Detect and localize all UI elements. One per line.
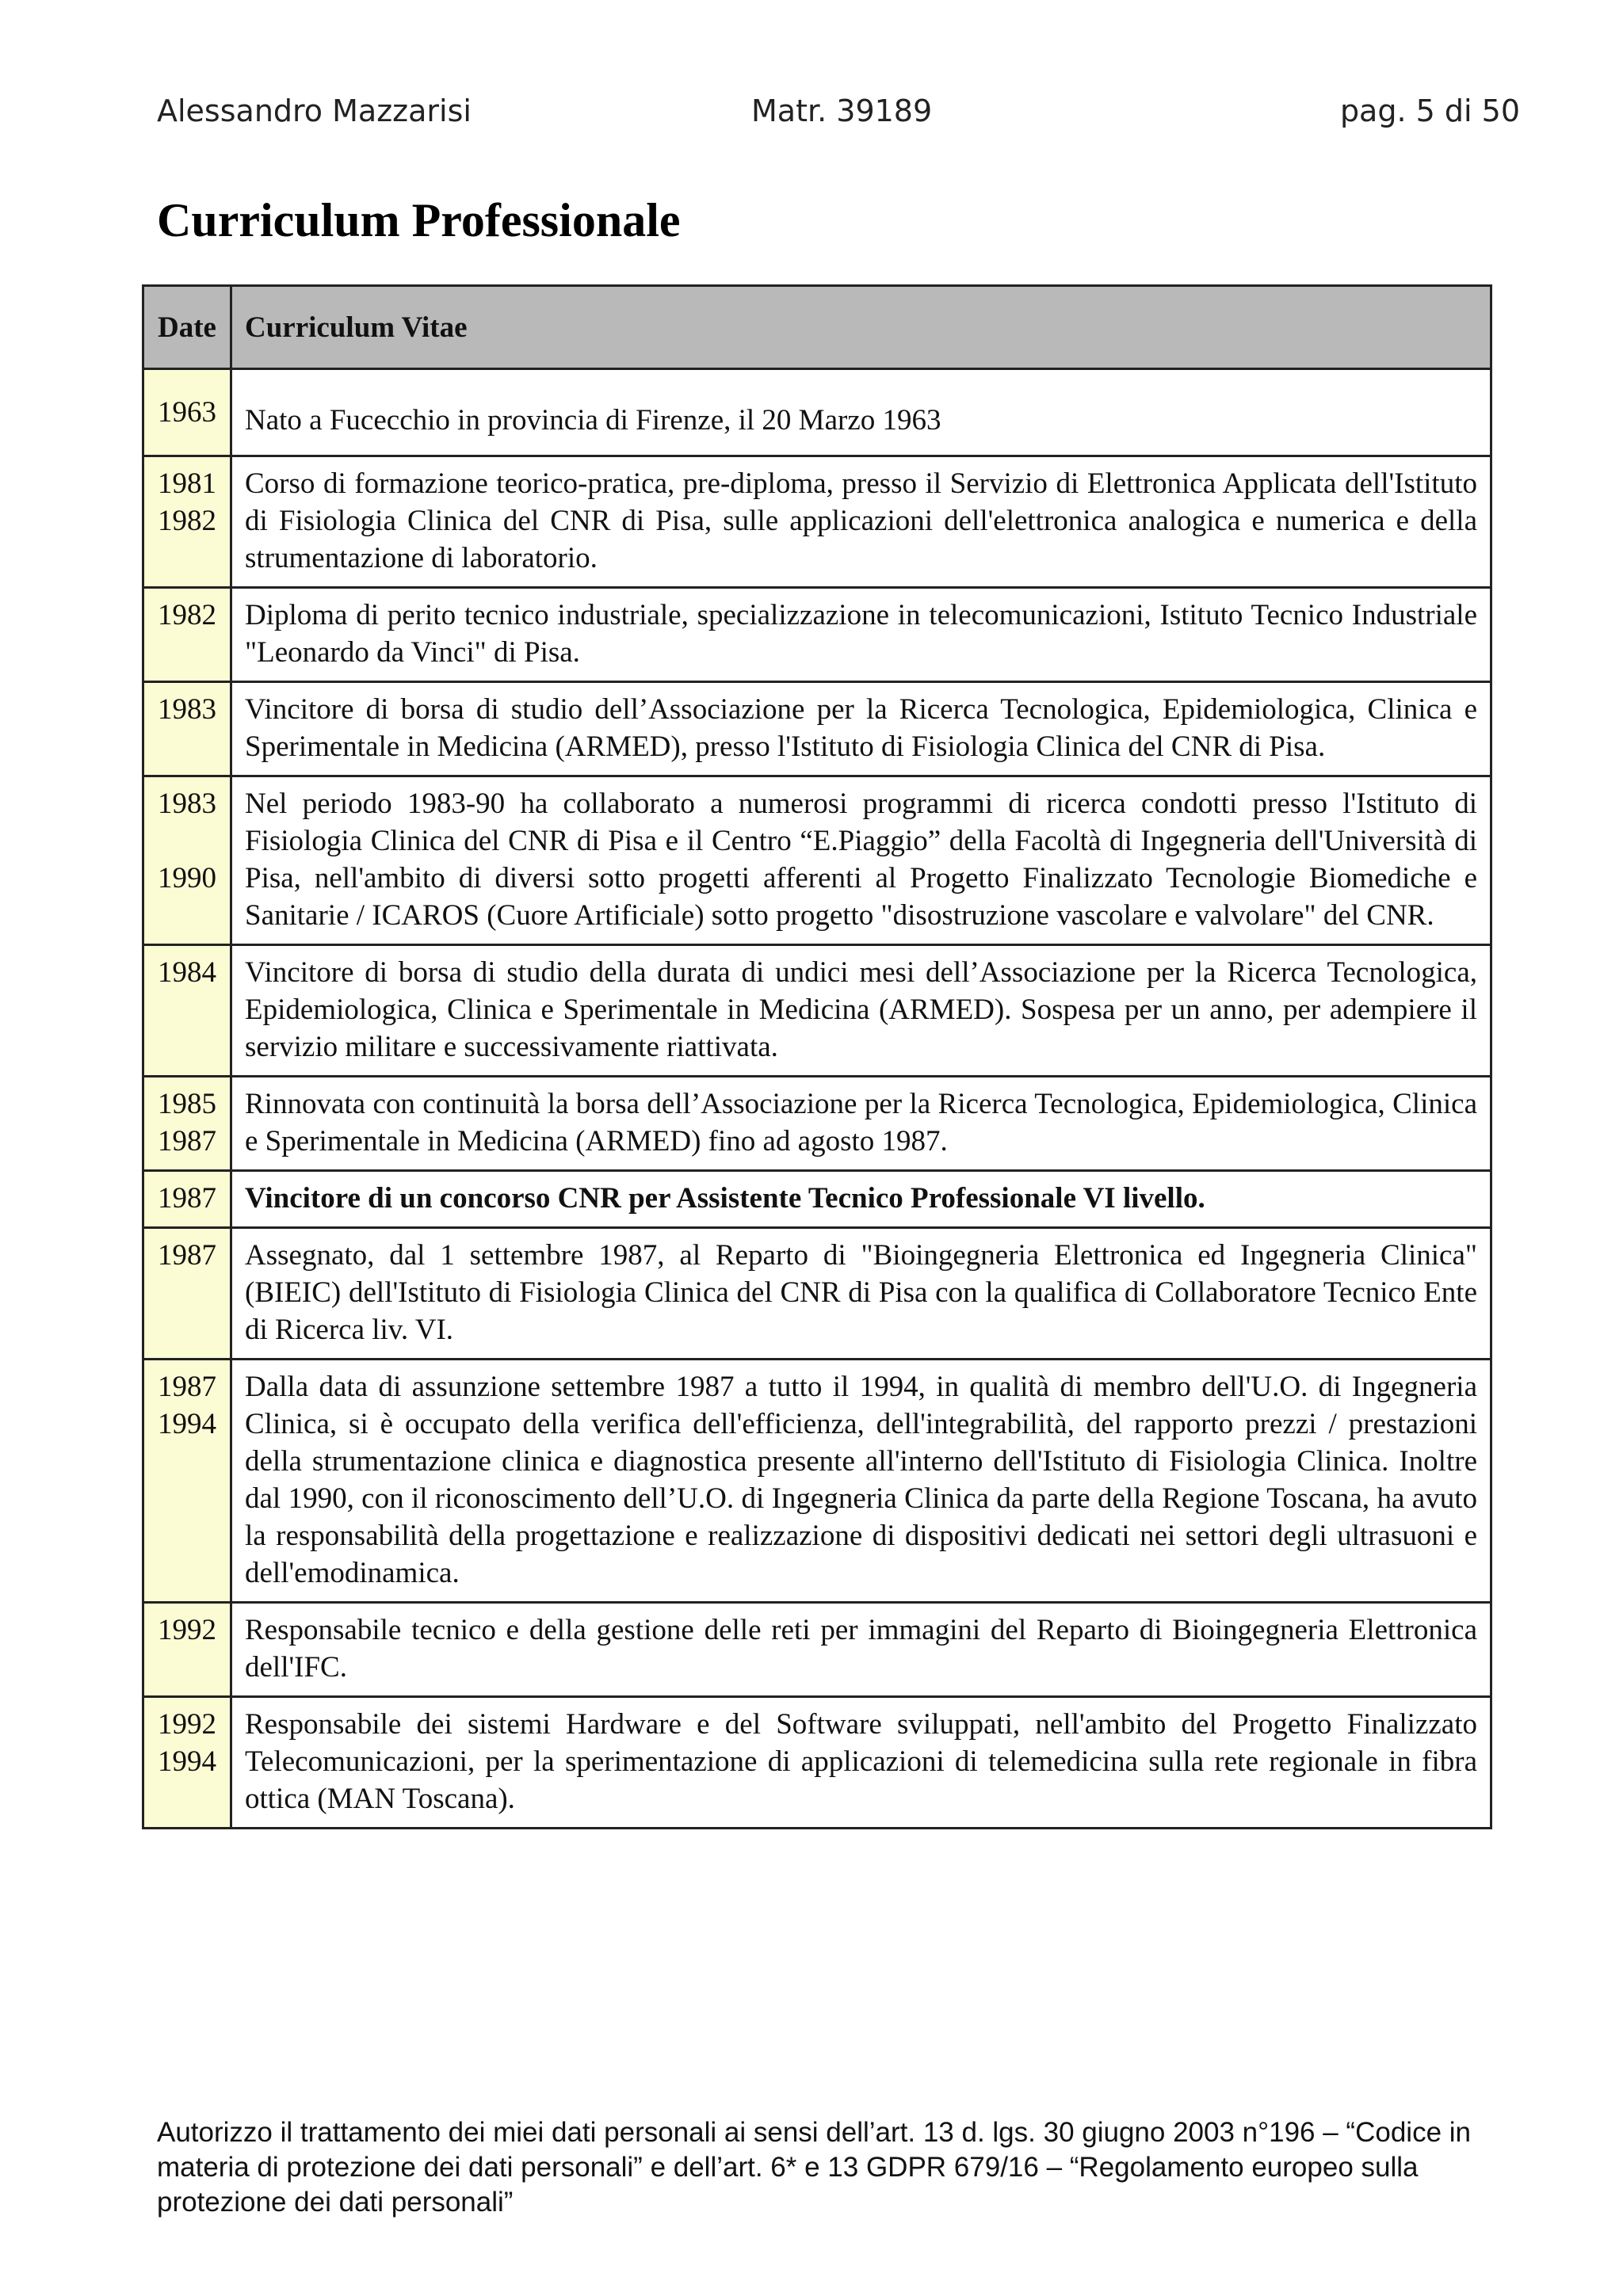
row-date-cell [143, 588, 231, 682]
privacy-footer: Autorizzo il trattamento dei miei dati personali ai sensi dell’art. 13 d. lgs. 30 giugno 2003 n°196 – “Codice in materia di protezione dei dati personali” e dell’art. 6* e 13 GDPR 679/16 – “Regolamento europeo sulla protezione dei dati personali” [157, 2117, 1472, 2218]
table-row [143, 1171, 1491, 1228]
row-date: 1987 [158, 1371, 216, 1403]
table-row [143, 1360, 1491, 1603]
row-description: Nato a Fucecchio in provincia di Firenze, il 20 Marzo 1963 [231, 369, 1491, 456]
row-description: Dalla data di assunzione settembre 1987 a tutto il 1994, in qualità di membro dell'U.O. di Ingegneria Clinica, si è occupato della verifica dell'efficienza, dell'integrabilità, del rapporto prezzi / prestazioni della strumentazione clinica e diagnostica presente all'interno dell'Istituto di Fisiologia Clinica. Inoltre dal 1990, con il riconoscimento dell’U.O. di Ingegneria Clinica da parte della Regione Toscana, ha avuto la responsabilità della progettazione e realizzazione di dispositivi dedicati nei settori degli ultrasuoni e dell'emodinamica. [231, 1360, 1491, 1603]
table-row [143, 1228, 1491, 1360]
row-description: Diploma di perito tecnico industriale, specializzazione in telecomunicazioni, Istituto Tecnico Industriale "Leonardo da Vinci" di Pisa. [231, 588, 1491, 682]
row-date-cell [143, 1697, 231, 1829]
table-row [143, 1603, 1491, 1697]
table-row [143, 588, 1491, 682]
table-row [143, 456, 1491, 588]
page-number: pag. 5 di 50 [1339, 93, 1520, 128]
table-header-row [143, 286, 1491, 369]
row-date: 1984 [158, 956, 216, 989]
row-date: 1994 [158, 1408, 216, 1440]
row-description: Vincitore di borsa di studio dell’Associazione per la Ricerca Tecnologica, Epidemiologica, Clinica e Sperimentale in Medicina (ARMED), presso l'Istituto di Fisiologia Clinica del CNR di Pisa. [231, 682, 1491, 776]
row-date-cell [143, 1360, 231, 1603]
row-date: 1990 [158, 862, 216, 894]
table-row [143, 1697, 1491, 1829]
table-body [143, 369, 1491, 1829]
row-date-cell [143, 1603, 231, 1697]
table-row [143, 945, 1491, 1077]
column-header-curriculum: Curriculum Vitae [231, 286, 1491, 369]
row-date-cell [143, 776, 231, 945]
row-description: Responsabile tecnico e della gestione delle reti per immagini del Reparto di Bioingegneria Elettronica dell'IFC. [231, 1603, 1491, 1697]
table-row [143, 776, 1491, 945]
row-description: Vincitore di un concorso CNR per Assistente Tecnico Professionale VI livello. [231, 1171, 1491, 1228]
matricola-number: Matr. 39189 [751, 93, 933, 128]
row-date-cell [143, 1228, 231, 1360]
row-date: 1983 [158, 693, 216, 726]
row-date: 1987 [158, 1182, 216, 1215]
row-date [151, 822, 223, 860]
curriculum-table [142, 284, 1492, 1829]
row-date: 1985 [158, 1088, 216, 1120]
row-description: Corso di formazione teorico-pratica, pre-diploma, presso il Servizio di Elettronica Applicata dell'Istituto di Fisiologia Clinica del CNR di Pisa, sulle applicazioni dell'elettronica analogica e numerica e della strumentazione di laboratorio. [231, 456, 1491, 588]
row-date: 1982 [158, 505, 216, 537]
table-row [143, 682, 1491, 776]
row-date-cell [143, 682, 231, 776]
table-row [143, 369, 1491, 456]
row-description: Assegnato, dal 1 settembre 1987, al Reparto di "Bioingegneria Elettronica ed Ingegneria Clinica" (BIEIC) dell'Istituto di Fisiologia Clinica del CNR di Pisa con la qualifica di Collaboratore Tecnico Ente di Ricerca liv. VI. [231, 1228, 1491, 1360]
row-date: 1982 [158, 599, 216, 631]
page-header [157, 93, 1520, 141]
row-date-cell [143, 945, 231, 1077]
row-date-cell [143, 1077, 231, 1171]
author-name: Alessandro Mazzarisi [157, 93, 472, 128]
row-date-cell [143, 456, 231, 588]
row-date: 1983 [158, 788, 216, 820]
row-description: Rinnovata con continuità la borsa dell’Associazione per la Ricerca Tecnologica, Epidemiologica, Clinica e Sperimentale in Medicina (ARMED) fino ad agosto 1987. [231, 1077, 1491, 1171]
row-description: Vincitore di borsa di studio della durata di undici mesi dell’Associazione per la Ricerca Tecnologica, Epidemiologica, Clinica e Sperimentale in Medicina (ARMED). Sospesa per un anno, per adempiere il servizio militare e successivamente riattivata. [231, 945, 1491, 1077]
column-header-date: Date [143, 286, 231, 369]
row-date: 1994 [158, 1745, 216, 1778]
row-date: 1963 [158, 396, 216, 429]
page-title: Curriculum Professionale [157, 194, 681, 246]
row-date: 1992 [158, 1614, 216, 1646]
row-date-cell [143, 1171, 231, 1228]
row-date-cell [143, 369, 231, 456]
row-date: 1992 [158, 1708, 216, 1741]
row-description: Responsabile dei sistemi Hardware e del Software sviluppati, nell'ambito del Progetto Finalizzato Telecomunicazioni, per la sperimentazione di applicazioni di telemedicina sulla rete regionale in fibra ottica (MAN Toscana). [231, 1697, 1491, 1829]
row-description: Nel periodo 1983-90 ha collaborato a numerosi programmi di ricerca condotti presso l'Istituto di Fisiologia Clinica del CNR di Pisa e il Centro “E.Piaggio” della Facoltà di Ingegneria dell'Università di Pisa, nell'ambito di diversi sotto progetti afferenti al Progetto Finalizzato Tecnologie Biomediche e Sanitarie / ICAROS (Cuore Artificiale) sotto progetto "disostruzione vascolare e valvolare" del CNR. [231, 776, 1491, 945]
table-row [143, 1077, 1491, 1171]
row-date: 1987 [158, 1125, 216, 1158]
row-date: 1987 [158, 1239, 216, 1272]
row-date: 1981 [158, 467, 216, 500]
